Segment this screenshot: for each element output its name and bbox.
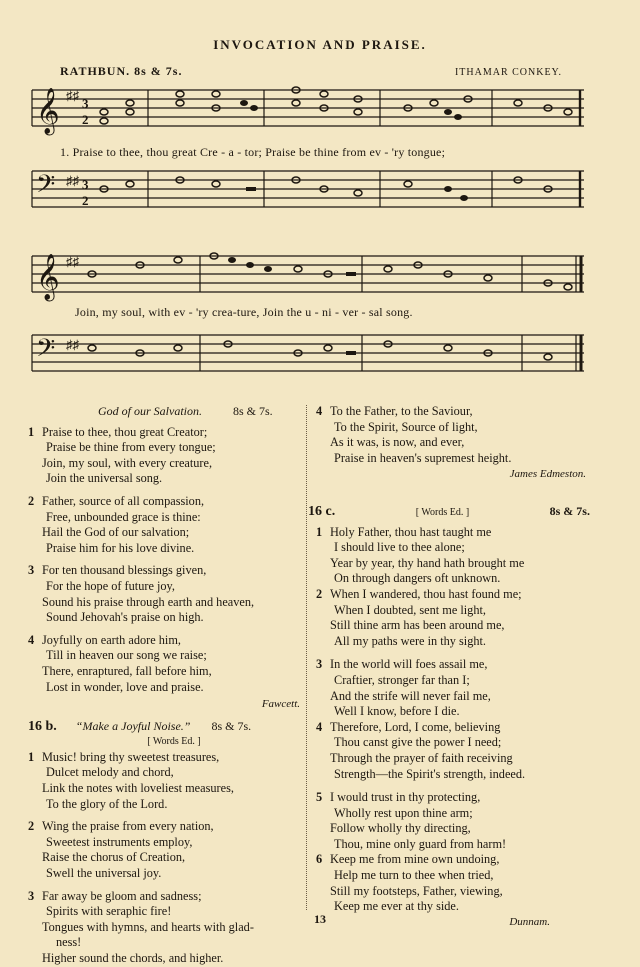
verse-line: On through dangers oft unknown. [334,571,501,586]
svg-text:♯♯: ♯♯ [66,88,79,103]
verse-line: Sound Jehovah's praise on high. [46,610,204,625]
verse-line: Thou, mine only guard from harm! [334,836,507,851]
verse-line: Therefore, Lord, I come, believing [330,719,501,734]
hymn-c-verse [316,720,590,782]
column-divider [306,405,307,910]
verse-line: Join the universal song. [46,471,163,486]
verse-line: Praise him for his love divine. [46,540,195,555]
verse-line: In the world will foes assail me, [330,657,488,672]
verse-number: 4 [316,719,323,734]
verse-line: And the strife will never fail me, [330,688,491,703]
verse-line: Joyfully on earth adore him, [42,632,181,647]
verse-line: Dulcet melody and chord, [46,765,174,780]
svg-text:𝄢: 𝄢 [36,334,56,369]
verse-line: To the Father, to the Saviour, [330,404,473,418]
hymn-b-verse [28,889,300,967]
svg-text:3: 3 [82,96,89,111]
verse-number: 1 [28,424,35,439]
hymn-a-meter: 8s & 7s. [233,404,273,418]
hymn-c-verse [316,525,590,587]
hymn-a-continued [316,404,586,483]
svg-text:2: 2 [82,193,89,208]
verse-number: 3 [28,563,35,578]
verse-line: Free, unbounded grace is thine: [46,509,201,524]
verse-line: Link the notes with loveliest measures, [42,781,234,796]
verse-number: 5 [316,790,323,805]
verse-line: Praise be thine from every tongue; [46,440,216,455]
hymn-a-verse [28,494,300,556]
verse-line: Still my footsteps, Father, viewing, [330,883,503,898]
verse-line: To the glory of the Lord. [46,796,168,811]
verse-number: 2 [28,819,35,834]
verse-line: Join, my soul, with every creature, [42,455,213,470]
hymn-b-verse [28,819,300,881]
verse-line: Wing the praise from every nation, [42,819,214,834]
verse-line: Hail the God of our salvation; [42,525,190,540]
verse-line: To the Spirit, Source of light, [334,419,478,434]
svg-text:♯♯: ♯♯ [66,173,79,188]
verse-number: 1 [28,749,35,764]
verse-line: Still thine arm has been around me, [330,618,505,633]
verse-line: Lost in wonder, love and praise. [46,679,204,694]
hymn-a-cont-credit: James Edmeston. [509,468,586,481]
verse-line: Music! bring thy sweetest treasures, [42,749,220,764]
verse-number: 6 [316,852,323,867]
hymn-c-verse [316,587,590,649]
verse-line: ness! [56,935,82,950]
verse-number: 2 [28,493,35,508]
page-number: 13 [314,912,326,926]
verse-number: 3 [316,657,323,672]
hymn-b-meter: 8s & 7s. [211,718,252,733]
hymn-a [28,404,300,967]
verse-line: Keep me ever at thy side. [334,899,459,914]
hymn-c-number: 16 c. [308,504,336,519]
music-staff-bass-2 [28,327,588,383]
hymn-c [308,504,590,930]
verse-number: 2 [316,586,323,601]
verse-line: Keep me from mine own undoing, [330,852,500,867]
hymn-b-number: 16 b. [28,718,57,734]
music-staff-treble-2 [28,248,588,304]
verse-line: Wholly rest upon thine arm; [334,805,473,820]
running-head: INVOCATION AND PRAISE. [213,37,427,52]
verse-line: Help me turn to thee when tried, [334,868,494,883]
verse-line: Thou canst give the power I need; [334,735,502,750]
verse-line: Sweetest instruments employ, [46,834,193,849]
hymn-c-credit: Dunnam. [509,915,550,928]
hymn-b-verse [28,750,300,812]
verse-line: When I doubted, sent me light, [334,602,486,617]
verse-line: Tongues with hymns, and hearts with glad- [42,919,254,934]
verse-line: Higher sound the chords, and higher. [42,951,224,965]
verse-line: For the hope of future joy, [46,578,175,593]
hymn-a-title: God of our Salvation. [98,404,202,418]
verse-line: Well I know, before I die. [334,704,460,719]
verse-line: There, enraptured, fall before him, [42,663,212,678]
lyrics-line-1: 1. Praise to thee, thou great Cre - a - tor; Praise be thine from ev - 'ry tongue; [60,145,446,159]
hymn-a-verse [28,563,300,625]
hymn-b-words-ed: [ Words Ed. ] [147,736,201,748]
verse-number: 1 [316,524,323,539]
svg-text:𝄞: 𝄞 [36,88,60,134]
music-staff-bass-1 [28,163,588,219]
verse-line: Raise the chorus of Creation, [42,850,186,865]
hymn-b-title: “Make a Joyful Noise.” [75,718,191,733]
svg-text:𝄞: 𝄞 [36,254,60,300]
svg-text:♯♯: ♯♯ [66,254,79,269]
lyrics-line-2: Join, my soul, with ev - 'ry crea-ture, Join the u - ni - ver - sal song. [75,305,413,319]
verse-line: Craftier, stronger far than I; [334,672,470,687]
verse-line: Father, source of all compassion, [42,493,205,508]
verse-number: 3 [28,888,35,903]
verse-line: When I wandered, thou hast found me; [330,586,522,601]
verse-line: Till in heaven our song we raise; [46,648,207,663]
hymn-a-verse [28,633,300,695]
verse-number: 4 [28,632,35,647]
verse-line: Swell the universal joy. [46,866,162,881]
svg-text:𝄢: 𝄢 [36,170,56,205]
verse-line: Sound his praise through earth and heaven, [42,594,255,609]
tune-name: RATHBUN. 8s & 7s. [60,64,183,78]
verse-line: I would trust in thy protecting, [330,790,481,805]
verse-line: Far away be gloom and sadness; [42,888,202,903]
verse-line: Strength—the Spirit's strength, indeed. [334,766,526,781]
verse-line: As it was, is now, and ever, [330,435,465,450]
svg-text:♯♯: ♯♯ [66,337,79,352]
svg-text:2: 2 [82,112,89,127]
verse-line: Year by year, thy hand hath brought me [330,555,525,570]
verse-line: Through the prayer of faith receiving [330,750,513,765]
hymn-c-verse [316,790,590,852]
hymn-a-verse [28,425,300,487]
composer-name: ITHAMAR CONKEY. [454,67,562,78]
verse-line: Praise to thee, thou great Creator; [42,424,208,439]
verse-line: Follow wholly thy directing, [330,821,471,836]
verse-line: For ten thousand blessings given, [42,563,207,578]
verse-line: I should live to thee alone; [334,540,465,555]
svg-text:3: 3 [82,177,89,192]
hymn-c-verse [316,657,590,719]
verse-line: Holy Father, thou hast taught me [330,524,492,539]
verse-line: All my paths were in thy sight. [334,633,486,648]
hymn-a-credit: Fawcett. [261,698,300,711]
verse-line: Spirits with seraphic fire! [46,904,172,919]
music-staff-treble-1 [28,82,588,138]
verse-number: 4 [316,404,323,418]
verse-line: Praise in heaven's supremest height. [334,450,512,465]
hymn-c-verse [316,852,590,914]
hymn-c-meter: 8s & 7s. [549,504,590,518]
hymn-c-words-ed: [ Words Ed. ] [415,507,470,518]
